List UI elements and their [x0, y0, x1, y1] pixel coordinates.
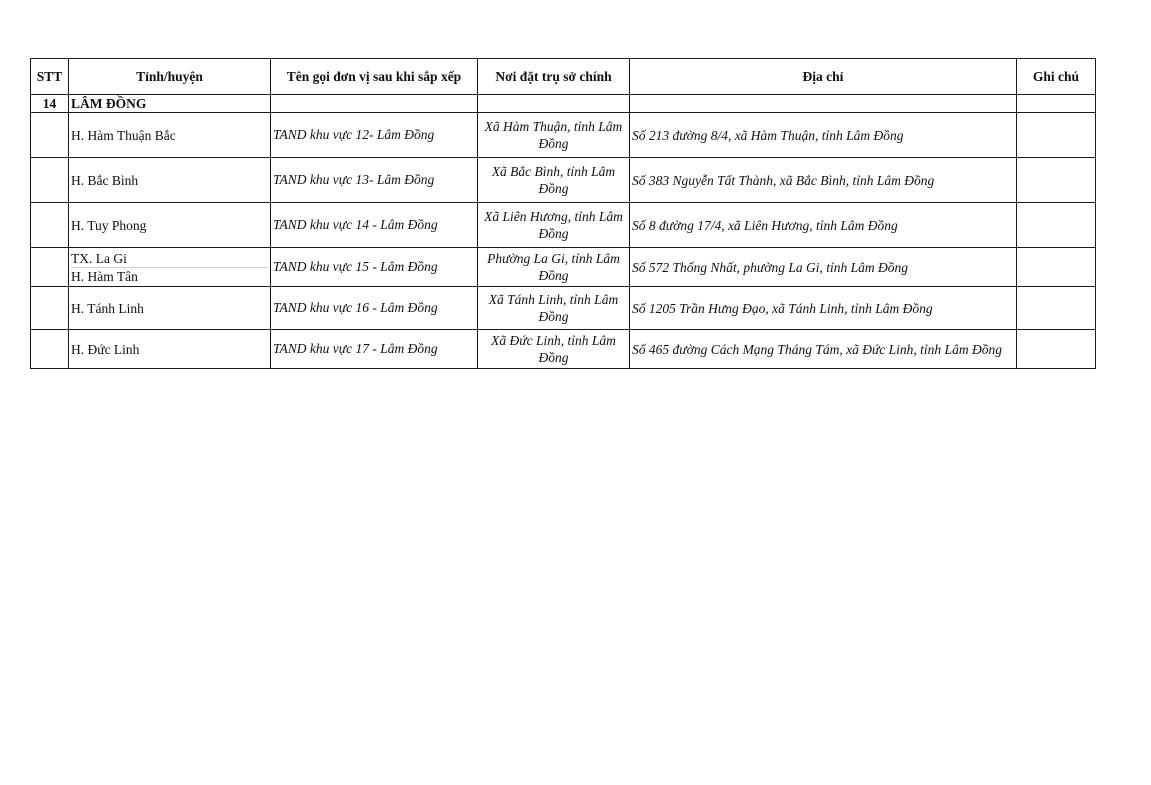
- row-stt-cell: [31, 113, 69, 158]
- group-empty-cell: [478, 95, 630, 113]
- header-headquarters: Nơi đặt trụ sở chính: [478, 59, 630, 95]
- row-address-cell: Số 213 đường 8/4, xã Hàm Thuận, tỉnh Lâm Đồng: [630, 113, 1017, 158]
- row-unit-name-cell: TAND khu vực 16 - Lâm Đồng: [271, 287, 478, 330]
- row-unit-name-cell: TAND khu vực 17 - Lâm Đồng: [271, 330, 478, 369]
- header-stt: STT: [31, 59, 69, 95]
- row-headquarters-cell: Xã Liên Hương, tỉnh Lâm Đồng: [478, 203, 630, 248]
- row-address-cell: Số 572 Thống Nhất, phường La Gi, tỉnh Lâm Đồng: [630, 248, 1017, 287]
- row-district-cell: [69, 113, 271, 158]
- group-stt: 14: [31, 95, 69, 113]
- row-address-cell: Số 1205 Trần Hưng Đạo, xã Tánh Linh, tỉnh Lâm Đồng: [630, 287, 1017, 330]
- group-empty-cell: [1017, 95, 1096, 113]
- row-district-cell: [69, 158, 271, 203]
- row-note-cell: [1017, 158, 1096, 203]
- district-name: H. Hàm Tân: [71, 268, 138, 284]
- row-unit-name-cell: TAND khu vực 15 - Lâm Đồng: [271, 248, 478, 287]
- row-note-cell: [1017, 330, 1096, 369]
- table-row: [31, 287, 1096, 330]
- group-province: LÂM ĐỒNG: [69, 95, 271, 113]
- district-name: H. Hàm Thuận Bắc: [71, 127, 176, 143]
- table-row: [31, 113, 1096, 158]
- district-name: H. Đức Linh: [71, 341, 140, 357]
- row-address-cell: Số 465 đường Cách Mạng Tháng Tám, xã Đức Linh, tỉnh Lâm Đồng: [630, 330, 1017, 369]
- table-header-row: [31, 59, 1096, 95]
- court-unit-table: [30, 58, 1096, 369]
- province-group-row: [31, 95, 1096, 113]
- district-name: TX. La Gi: [71, 250, 268, 268]
- row-stt-cell: [31, 248, 69, 287]
- district-name: H. Tánh Linh: [71, 300, 144, 316]
- row-district-cell: [69, 287, 271, 330]
- group-empty-cell: [630, 95, 1017, 113]
- header-unit-name: Tên gọi đơn vị sau khi sắp xếp: [271, 59, 478, 95]
- row-headquarters-cell: Xã Đức Linh, tỉnh Lâm Đồng: [478, 330, 630, 369]
- row-unit-name-cell: TAND khu vực 14 - Lâm Đồng: [271, 203, 478, 248]
- row-headquarters-cell: Xã Tánh Linh, tỉnh Lâm Đồng: [478, 287, 630, 330]
- row-note-cell: [1017, 248, 1096, 287]
- table-row: [31, 330, 1096, 369]
- table-row: [31, 248, 1096, 287]
- header-note: Ghi chú: [1017, 59, 1096, 95]
- row-stt-cell: [31, 158, 69, 203]
- row-note-cell: [1017, 203, 1096, 248]
- row-headquarters-cell: Xã Hàm Thuận, tỉnh Lâm Đồng: [478, 113, 630, 158]
- group-empty-cell: [271, 95, 478, 113]
- row-district-cell: [69, 248, 271, 287]
- district-name: H. Tuy Phong: [71, 217, 147, 233]
- row-unit-name-cell: TAND khu vực 12- Lâm Đồng: [271, 113, 478, 158]
- row-stt-cell: [31, 287, 69, 330]
- table-row: [31, 203, 1096, 248]
- row-stt-cell: [31, 203, 69, 248]
- row-district-cell: [69, 203, 271, 248]
- row-note-cell: [1017, 113, 1096, 158]
- row-note-cell: [1017, 287, 1096, 330]
- row-address-cell: Số 383 Nguyễn Tất Thành, xã Bắc Bình, tỉnh Lâm Đồng: [630, 158, 1017, 203]
- row-unit-name-cell: TAND khu vực 13- Lâm Đồng: [271, 158, 478, 203]
- row-address-cell: Số 8 đường 17/4, xã Liên Hương, tỉnh Lâm Đồng: [630, 203, 1017, 248]
- header-address: Địa chỉ: [630, 59, 1017, 95]
- table-row: [31, 158, 1096, 203]
- row-district-cell: [69, 330, 271, 369]
- row-stt-cell: [31, 330, 69, 369]
- district-name: H. Bắc Bình: [71, 172, 139, 188]
- row-headquarters-cell: Phường La Gi, tỉnh Lâm Đồng: [478, 248, 630, 287]
- header-district: Tỉnh/huyện: [69, 59, 271, 95]
- row-headquarters-cell: Xã Bắc Bình, tỉnh Lâm Đồng: [478, 158, 630, 203]
